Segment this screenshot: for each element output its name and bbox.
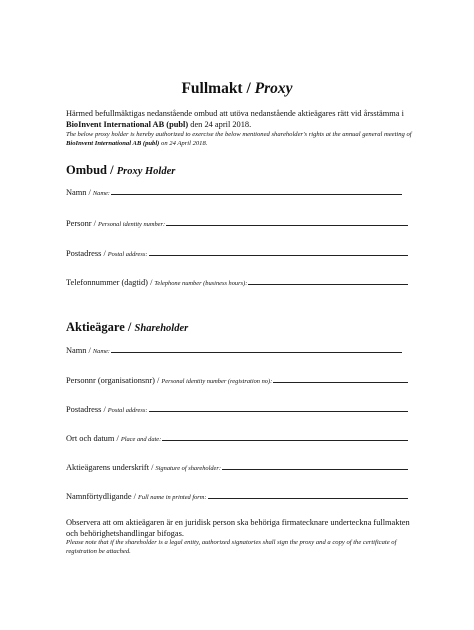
proxy-heading-en: Proxy Holder: [116, 166, 176, 177]
shareholder-signature-field[interactable]: [66, 462, 408, 472]
intro-sv-text-2: den 24 april 2018.: [188, 119, 252, 129]
field-label: Telefonnummer (dagtid) /: [66, 278, 153, 287]
proxy-holder-heading: [66, 163, 175, 178]
field-label: Aktieägarens underskrift /: [66, 463, 154, 472]
shareholder-place-date-line[interactable]: [162, 433, 408, 441]
field-label-english: Postal address:: [107, 251, 148, 258]
proxy-name-line[interactable]: [111, 187, 402, 195]
field-label-english: Personal identity number:: [98, 221, 166, 228]
shareholder-postal-address-line[interactable]: [149, 404, 409, 412]
legal-entity-note: [66, 518, 414, 557]
field-label-english: Postal address:: [107, 407, 148, 414]
field-label-english: Place and date:: [120, 436, 162, 443]
intro-swedish: [66, 109, 414, 130]
proxy-personal-id-field[interactable]: [66, 218, 408, 228]
field-label: Ort och datum /: [66, 434, 119, 443]
shareholder-name-field[interactable]: [66, 345, 402, 355]
title-italic: Proxy: [254, 80, 293, 97]
proxy-telephone-line[interactable]: [248, 277, 408, 285]
intro-en-text-1: The below proxy holder is hereby authorized to exercise the below mentioned shareholder's rights at the annual general meeting of: [66, 131, 412, 138]
document-title: [0, 80, 474, 98]
field-label-english: Personal identity number (registration no):: [161, 378, 273, 385]
shareholder-printed-name-field[interactable]: [66, 491, 408, 501]
field-label-english: Signature of shareholder:: [155, 465, 222, 472]
field-label: Namn /: [66, 188, 91, 197]
shareholder-heading: [66, 320, 188, 335]
shareholder-heading-sv: Aktieägare /: [66, 320, 132, 334]
title-main: Fullmakt /: [181, 80, 251, 97]
proxy-postal-address-line[interactable]: [149, 248, 409, 256]
note-swedish: Observera att om aktieägaren är en juridisk person ska behöriga firmatecknare underteckna fullmakten och behörighetshandlingar bifogas.: [66, 518, 410, 538]
proxy-personal-id-line[interactable]: [166, 218, 408, 226]
shareholder-printed-name-line[interactable]: [208, 491, 408, 499]
intro-en-text-2: on 24 April 2018.: [159, 140, 208, 147]
proxy-heading-sv: Ombud /: [66, 163, 114, 177]
shareholder-personal-id-line[interactable]: [273, 375, 408, 383]
field-label: Namn /: [66, 346, 91, 355]
shareholder-postal-address-field[interactable]: [66, 404, 408, 414]
field-label: Personnr (organisationsnr) /: [66, 376, 160, 385]
shareholder-name-line[interactable]: [111, 345, 402, 353]
proxy-postal-address-field[interactable]: [66, 248, 408, 258]
proxy-name-field[interactable]: [66, 187, 402, 197]
field-label: Postadress /: [66, 405, 106, 414]
field-label-english: Name:: [92, 348, 110, 355]
intro-sv-text-1: Härmed befullmäktigas nedanstående ombud att utöva nedanstående aktieägares rätt vid årsstämma i: [66, 109, 404, 118]
intro-sv-company: BioInvent International AB (publ): [66, 119, 189, 129]
shareholder-personal-id-field[interactable]: [66, 375, 408, 385]
note-english: Please note that if the shareholder is a legal entity, authorized signatories shall sign the proxy and a copy of the certificate of registration be attached.: [66, 539, 397, 555]
field-label: Namnförtydligande /: [66, 492, 137, 501]
field-label-english: Full name in printed form:: [138, 494, 207, 501]
field-label-english: Telephone number (business hours):: [154, 280, 248, 287]
field-label: Personr /: [66, 219, 97, 228]
field-label-english: Name:: [92, 190, 110, 197]
intro-en-company: BioInvent International AB (publ): [66, 140, 160, 147]
field-label: Postadress /: [66, 249, 106, 258]
shareholder-place-date-field[interactable]: [66, 433, 408, 443]
shareholder-heading-en: Shareholder: [134, 323, 189, 334]
intro-block: [66, 109, 414, 148]
proxy-telephone-field[interactable]: [66, 277, 408, 287]
intro-english: [66, 130, 414, 148]
shareholder-signature-line[interactable]: [222, 462, 408, 470]
